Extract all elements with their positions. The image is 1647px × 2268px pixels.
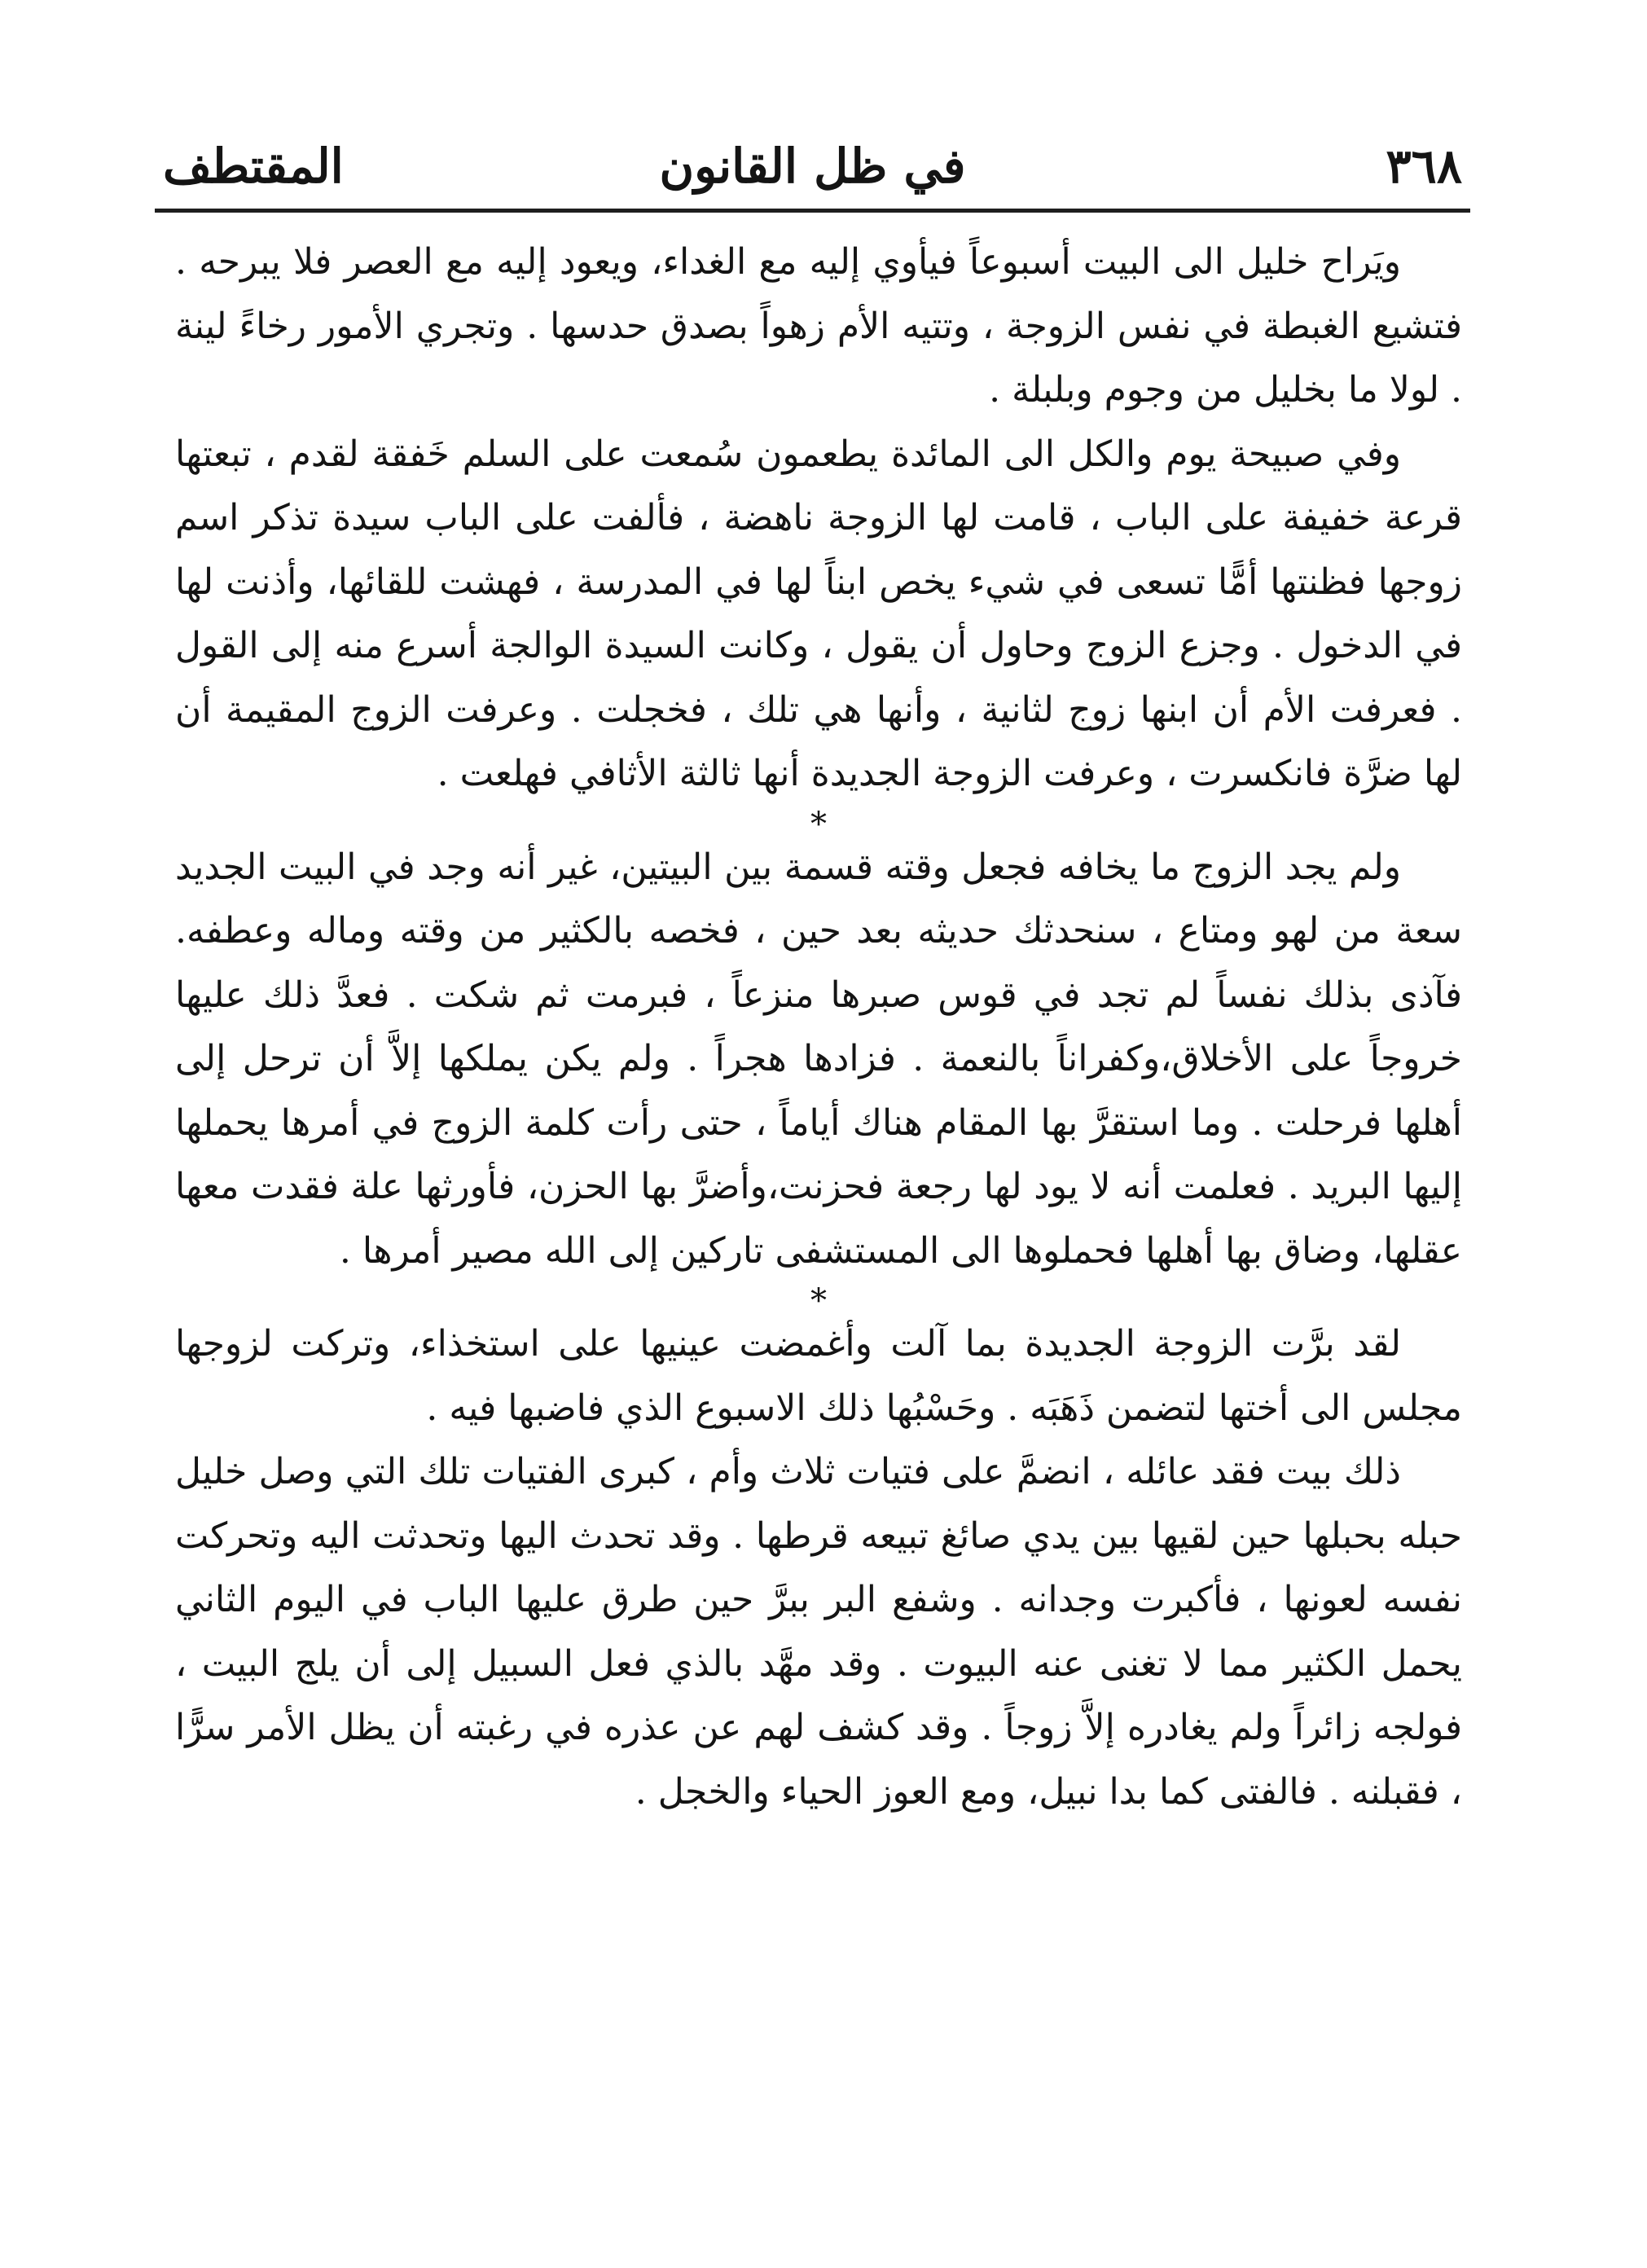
section-separator-asterisk: *	[810, 1282, 827, 1320]
paragraph: ولم يجد الزوج ما يخافه فجعل وقته قسمة بين البيتين، غير أنه وجد في البيت الجديد سعة من لهو ومتاع ، سنحدثك حديثه بعد حين ، فخصه بالكثير من وقته وماله وعطفه. فآذى بذلك نفساً لم تجد في قوس صبرها منزعاً ، فبرمت ثم شكت . فعدَّ ذلك عليها خروجاً على الأخلاق،وكفراناً بالنعمة . فزادها هجراً . ولم يكن يملكها إلاَّ أن ترحل إلى أهلها فرحلت . وما استقرَّ بها المقام هناك أياماً ، حتى رأت كلمة الزوج في أمرها يحملها إليها البريد . فعلمت أنه لا يود لها رجعة فحزنت،وأضرَّ بها الحزن، فأورثها علة فقدت معها عقلها، وضاق بها أهلها فحملوها الى المستشفى تاركين إلى الله مصير أمرها .	[175, 846, 1462, 1272]
running-header	[155, 122, 1470, 204]
header-rule	[155, 209, 1470, 213]
page-number: ٣٦٨	[1386, 138, 1462, 194]
article-title: في ظل القانون	[659, 138, 966, 194]
paragraph: وفي صبيحة يوم والكل الى المائدة يطعمون سُمعت على السلم خَفقة لقدم ، تبعتها قرعة خفيفة على الباب ، قامت لها الزوجة ناهضة ، فألفت على الباب سيدة تذكر اسم زوجها فظنتها أمًّا تسعى في شيء يخص ابناً لها في المدرسة ، فهشت للقائها، وأذنت لها في الدخول . وجزع الزوج وحاول أن يقول ، وكانت السيدة الوالجة أسرع منه إلى القول . فعرفت الأم أن ابنها زوج لثانية ، وأنها هي تلك ، فخجلت . وعرفت الزوج المقيمة أن لها ضرَّة فانكسرت ، وعرفت الزوجة الجديدة أنها ثالثة الأثافي فهلعت .	[175, 433, 1462, 794]
article-body	[175, 231, 1462, 1824]
paragraph: ذلك بيت فقد عائله ، انضمَّ على فتيات ثلاث وأم ، كبرى الفتيات تلك التي وصل خليل حبله بحبلها حين لقيها بين يدي صائغ تبيعه قرطها . وقد تحدث اليها وتحدثت اليه وتحركت نفسه لعونها ، فأكبرت وجدانه . وشفع البر ببرَّ حين طرق عليها الباب في اليوم الثاني يحمل الكثير مما لا تغنى عنه البيوت . وقد مهَّد بالذي فعل السبيل إلى أن يلج البيت ، فولجه زائراً ولم يغادره إلاَّ زوجاً . وقد كشف لهم عن عذره في رغبته أن يظل الأمر سرًّا ، فقبلنه . فالفتى كما بدا نبيل، ومع العوز الحياء والخجل .	[175, 1451, 1463, 1813]
paragraph: ويَراح خليل الى البيت أسبوعاً فيأوي إليه مع الغداء، ويعود إليه مع العصر فلا يبرحه . فتشيع الغبطة في نفس الزوجة ، وتتيه الأم زهواً بصدق حدسها . وتجري الأمور رخاءً لينة . لولا ما بخليل من وجوم وبلبلة .	[175, 241, 1462, 411]
section-separator-asterisk: *	[810, 805, 827, 843]
paragraph: لقد برَّت الزوجة الجديدة بما آلت وأغمضت عينيها على استخذاء، وتركت لزوجها مجلس الى أختها لتضمن ذَهَبَه . وحَسْبُها ذلك الاسبوع الذي فاضبها فيه .	[175, 1323, 1462, 1429]
magazine-name: المقتطف	[163, 138, 344, 194]
